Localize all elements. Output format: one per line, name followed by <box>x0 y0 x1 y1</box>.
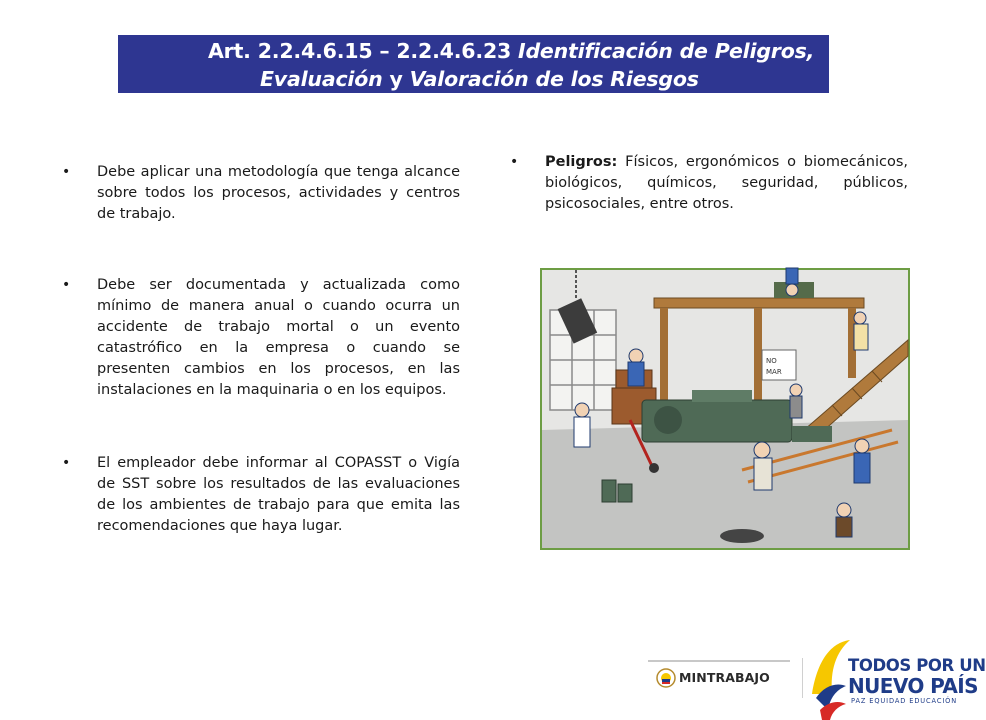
footer-divider <box>802 658 803 698</box>
title-banner <box>118 35 829 93</box>
title-line-1 <box>208 39 814 63</box>
coat-of-arms-icon <box>656 668 676 688</box>
bullet-item <box>62 275 460 401</box>
peligros-label: Peligros: <box>545 154 618 170</box>
peligros-text: Físicos, ergonómicos o biomecánicos, biológicos, químicos, seguridad, públicos, psicosociales, entre otros. <box>545 154 908 212</box>
svg-text:MAR: MAR <box>766 368 782 376</box>
illustration-svg <box>542 270 908 548</box>
bullet-text: Debe ser documentada y actualizada como mínimo de manera anual o cuando ocurra un accidente de trabajo mortal o un evento catastrófico en la empresa o cuando se presenten cambios en los procesos, en las instalaciones en la maquinaria o en los equipos. <box>97 277 460 398</box>
brand-line-2: NUEVO PAÍS <box>848 674 978 698</box>
bullet-dot: • <box>510 154 519 170</box>
title-article-ref: Art. 2.2.4.6.15 – 2.2.4.6.23 <box>208 39 519 63</box>
bullet-item <box>62 162 460 225</box>
bullet-item-peligros <box>510 152 908 215</box>
left-bullet-list <box>62 162 460 537</box>
bullet-dot: • <box>62 164 71 180</box>
brand-tagline: PAZ EQUIDAD EDUCACIÓN <box>851 697 958 705</box>
brand-line-1: TODOS POR UN <box>848 656 986 675</box>
bullet-item <box>62 453 460 537</box>
bullet-dot: • <box>62 277 71 293</box>
bullet-dot: • <box>62 455 71 471</box>
title-line-2 <box>260 67 699 91</box>
bullet-text: Debe aplicar una metodología que tenga alcance sobre todos los procesos, actividades y centros de trabajo. <box>97 164 460 222</box>
title-italic-1: Identificación de Peligros, <box>518 39 815 63</box>
right-bullet-list <box>510 152 908 215</box>
workplace-hazards-illustration <box>540 268 910 550</box>
mintrabajo-text: MINTRABAJO <box>679 670 770 685</box>
title-italic-2: Evaluación <box>260 67 383 91</box>
title-italic-3: Valoración de los Riesgos <box>409 67 699 91</box>
wall-sign-text: NO <box>766 357 777 365</box>
mintrabajo-logo <box>648 660 790 696</box>
open-manhole <box>720 529 764 543</box>
bullet-text: El empleador debe informar al COPASST o Vigía de SST sobre los resultados de las evaluaciones de los ambientes de trabajo para que emita las recomendaciones que haya lugar. <box>97 455 460 534</box>
title-connector: y <box>382 67 410 91</box>
